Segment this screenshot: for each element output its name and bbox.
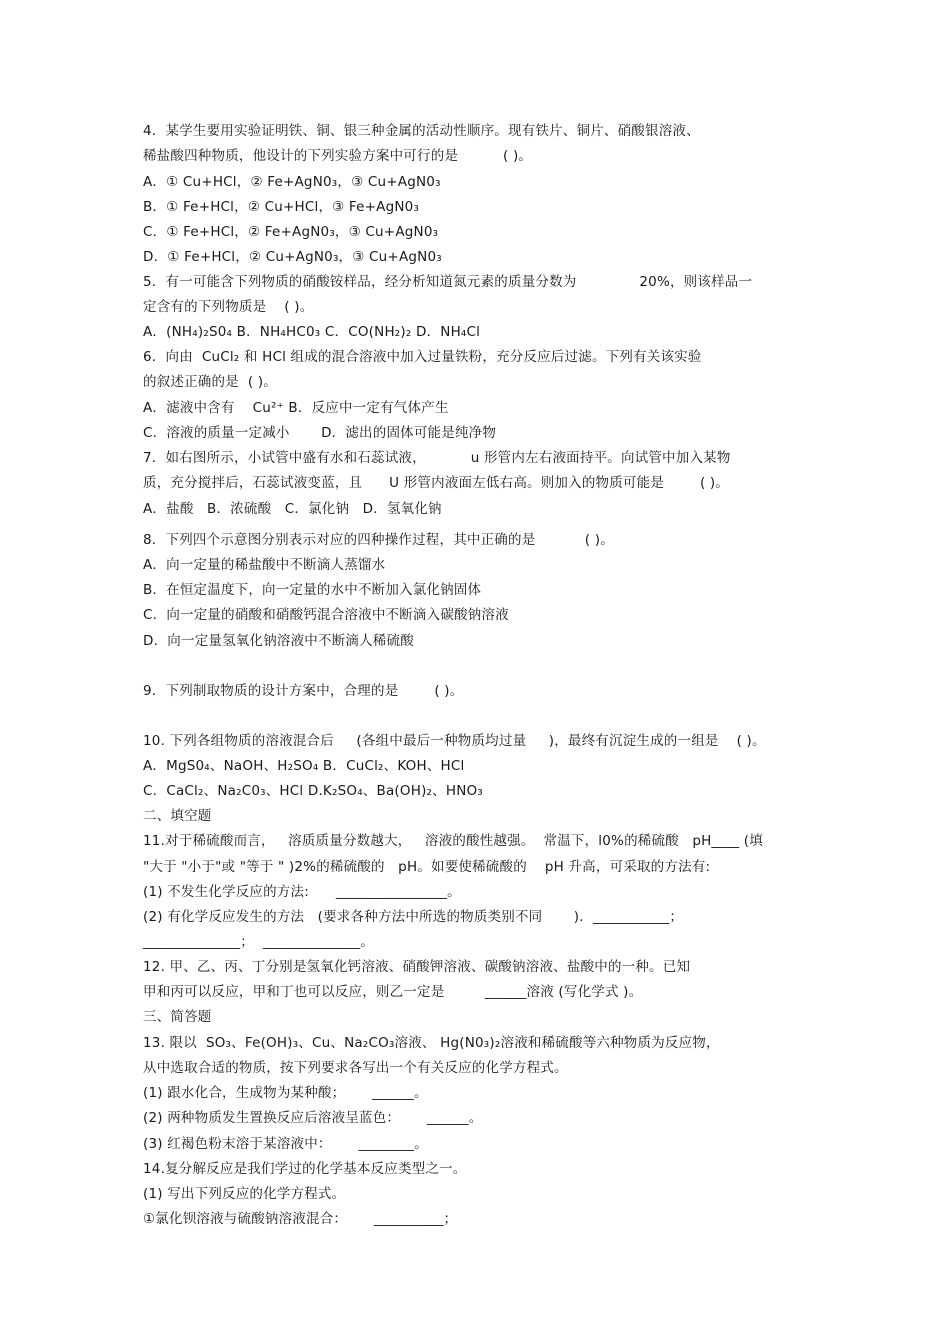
text-line: 6．向由 CuCl₂ 和 HCl 组成的混合溶液中加入过量铁粉，充分反应后过滤。下列有关该实验	[143, 349, 702, 365]
text-line: 8．下列四个示意图分别表示对应的四种操作过程，其中正确的是 ( )。	[143, 532, 614, 548]
text-line: A．盐酸 B．浓硫酸 C．氯化钠 D．氢氧化钠	[143, 501, 442, 517]
text-line: (1) 跟水化合，生成物为某种酸； ______。	[143, 1085, 428, 1101]
text-line: A．向一定量的稀盐酸中不断滴人蒸馏水	[143, 557, 386, 573]
text-line: 的叙述正确的是 ( )。	[143, 374, 278, 390]
text-line: "大于 "小于"或 "等于 " )2%的稀硫酸的 pH。如要使稀硫酸的 pH 升高，可采取的方法有:	[143, 859, 711, 875]
text-line: ______________； ______________。	[143, 934, 374, 950]
text-line: (1) 不发生化学反应的方法: ________________。	[143, 884, 461, 900]
text-line: 甲和丙可以反应，甲和丁也可以反应，则乙一定是 ______溶液 (写化学式 )。	[143, 984, 643, 1000]
text-line: A．MgS0₄、NaOH、H₂SO₄ B．CuCl₂、KOH、HCl	[143, 758, 465, 774]
section-heading: 三、简答题	[143, 1009, 212, 1025]
text-line: (2) 有化学反应发生的方法 (要求各种方法中所选的物质类别不同 )．___________；	[143, 909, 684, 925]
text-line: 7．如右图所示，小试管中盛有水和石蕊试液， u 形管内左右液面持平。向试管中加入某物	[143, 450, 731, 466]
text-line: 13. 限以 SO₃、Fe(OH)₃、Cu、Na₂CO₃溶液、 Hg(N0₃)₂溶液和稀硫酸等六种物质为反应物，	[143, 1035, 720, 1051]
text-line: ①氯化钡溶液与硫酸钠溶液混合： __________；	[143, 1211, 458, 1227]
text-line: 从中选取合适的物质，按下列要求各写出一个有关反应的化学方程式。	[143, 1060, 568, 1076]
text-line: C．溶液的质量一定减小 D．滤出的固体可能是纯净物	[143, 425, 497, 441]
text-line: 稀盐酸四种物质，他设计的下列实验方案中可行的是 ( )。	[143, 148, 533, 164]
text-line: D．① Fe+HCl，② Cu+AgN0₃，③ Cu+AgN0₃	[143, 249, 442, 265]
text-line: B．① Fe+HCl，② Cu+HCl，③ Fe+AgN0₃	[143, 199, 420, 215]
text-line: (3) 红褐色粉末溶于某溶液中： ________。	[143, 1136, 428, 1152]
text-line: 14.复分解反应是我们学过的化学基本反应类型之一。	[143, 1161, 467, 1177]
text-line: D．向一定量氢氧化钠溶液中不断滴人稀硫酸	[143, 633, 414, 649]
text-line: (2) 两种物质发生置换反应后溶液呈蓝色： ______。	[143, 1110, 483, 1126]
text-line: C．CaCl₂、Na₂C0₃、HCl D.K₂SO₄、Ba(OH)₂、HNO₃	[143, 783, 483, 799]
text-line: 质，充分搅拌后，石蕊试液变蓝，且 U 形管内液面左低右高。则加入的物质可能是 ( )。	[143, 475, 730, 491]
section-heading: 二、填空题	[143, 808, 212, 824]
text-line: (1) 写出下列反应的化学方程式。	[143, 1186, 346, 1202]
text-line: 4．某学生要用实验证明铁、铜、银三种金属的活动性顺序。现有铁片、铜片、硝酸银溶液、	[143, 123, 700, 139]
text-line: 10. 下列各组物质的溶液混合后 (各组中最后一种物质均过量 )，最终有沉淀生成的一组是 ( )。	[143, 733, 766, 749]
text-line: A．① Cu+HCl，② Fe+AgN0₃，③ Cu+AgN0₃	[143, 174, 441, 190]
text-line: A．滤液中含有 Cu²⁺ B．反应中一定有气体产生	[143, 400, 449, 416]
text-line: B．在恒定温度下，向一定量的水中不断加入氯化钠固体	[143, 582, 482, 598]
text-line: C．向一定量的硝酸和硝酸钙混合溶液中不断滴入碳酸钠溶液	[143, 607, 509, 623]
text-line: 定含有的下列物质是 ( )。	[143, 299, 314, 315]
text-line: 9．下列制取物质的设计方案中，合理的是 ( )。	[143, 683, 464, 699]
text-line: A．(NH₄)₂S0₄ B．NH₄HC0₃ C．CO(NH₂)₂ D．NH₄Cl	[143, 324, 481, 340]
text-line: 12. 甲、乙、丙、丁分别是氢氧化钙溶液、硝酸钾溶液、碳酸钠溶液、盐酸中的一种。已知	[143, 959, 691, 975]
text-line: 11.对于稀硫酸而言， 溶质质量分数越大， 溶液的酸性越强。 常温下，l0%的稀硫酸 pH____ (填	[143, 833, 763, 849]
text-line: 5．有一可能含下列物质的硝酸铵样品，经分析知道氮元素的质量分数为 20%，则该样品一	[143, 274, 753, 290]
text-line: C．① Fe+HCl，② Fe+AgN0₃，③ Cu+AgN0₃	[143, 224, 439, 240]
